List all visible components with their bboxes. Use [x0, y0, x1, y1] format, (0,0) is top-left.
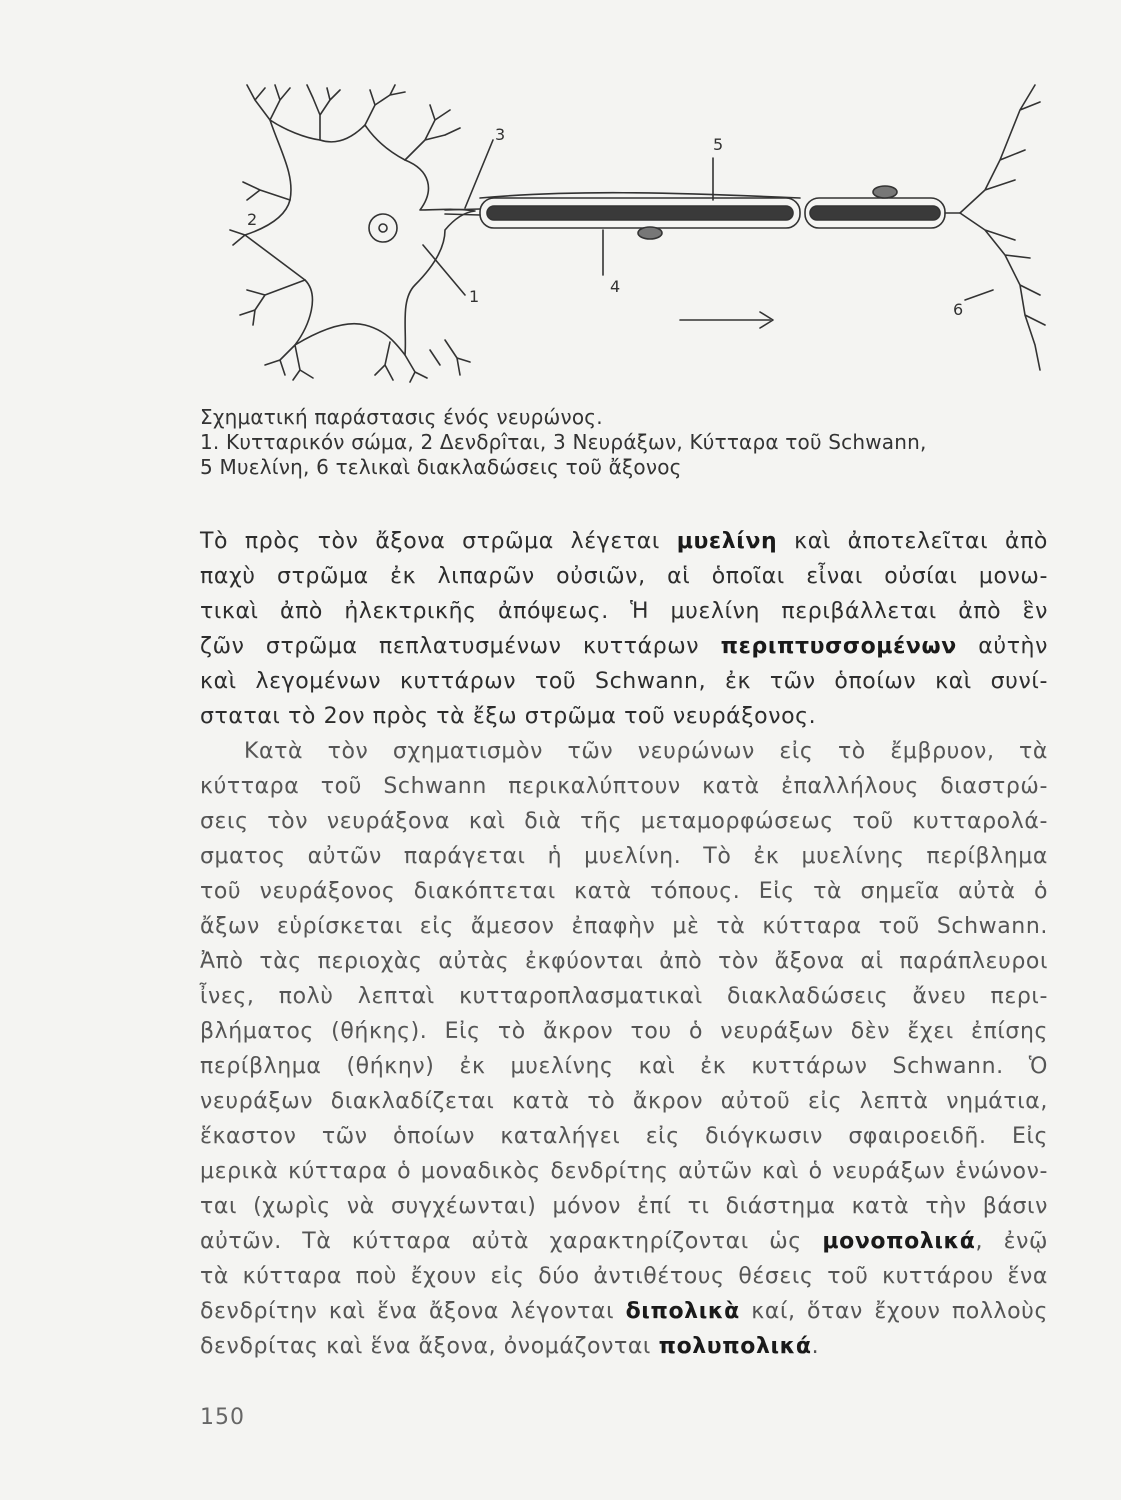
text-line	[200, 944, 1048, 979]
caption-line: 1. Κυτταρικόν σώμα, 2 Δενδρîται, 3 Νευράξων, Κύτταρα τοῦ Schwann,	[200, 430, 927, 454]
text-segment: ἄξων εὑρίσκεται εἰς ἄμεσον ἐπαφὴν μὲ τὰ κύτταρα τοῦ Schwann.	[200, 914, 1048, 939]
bold-term: μονοπολικά	[822, 1229, 976, 1254]
label-5: 5	[713, 135, 724, 154]
text-line	[200, 1294, 1048, 1329]
text-segment: τοῦ νευράξονος διακόπτεται κατὰ τόπους. Εἰς τὰ σημεῖα αὐτὰ ὁ	[200, 879, 1048, 904]
text-segment: μερικὰ κύτταρα ὁ μοναδικὸς δενδρίτης αὐτῶν καὶ ὁ νευράξων ἑνώνον-	[200, 1159, 1048, 1184]
text-segment: δενδρίτας καὶ ἕνα ἄξονα, ὀνομάζονται	[200, 1334, 659, 1359]
text-line	[200, 734, 1048, 769]
text-segment: ται (χωρὶς νὰ συγχέωνται) μόνον ἐπί τι διάστημα κατὰ τὴν βάσιν	[200, 1194, 1048, 1219]
text-line	[200, 559, 1048, 594]
caption-title: Σχηματική παράστασις ένός νευρώνος.	[200, 405, 603, 429]
text-segment: βλήματος (θήκης). Εἰς τὸ ἄκρον του ὁ νευράξων δὲν ἔχει ἐπίσης	[200, 1019, 1048, 1044]
neuron-diagram	[225, 80, 1055, 385]
text-line	[200, 1224, 1048, 1259]
text-segment: αὐτῶν. Τὰ κύτταρα αὐτὰ χαρακτηρίζονται ὡς	[200, 1229, 823, 1254]
text-segment: σταται τὸ 2ον πρὸς τὰ ἔξω στρῶμα τοῦ νευράξονος.	[200, 704, 817, 729]
paragraph-2	[200, 734, 1048, 1364]
text-segment: παχὺ στρῶμα ἐκ λιπαρῶν οὐσιῶν, αἱ ὁποῖαι εἶναι οὐσίαι μονω-	[200, 564, 1048, 589]
text-line	[200, 1119, 1048, 1154]
text-segment: καὶ λεγομένων κυττάρων τοῦ Schwann, ἐκ τῶν ὁποίων καὶ συνί-	[200, 669, 1048, 694]
text-segment: τικαὶ ἀπὸ ἠλεκτρικῆς ἀπόψεως. Ἡ μυελίνη περιβάλλεται ἀπὸ ἓν	[200, 599, 1048, 624]
text-line	[200, 839, 1048, 874]
nucleus	[369, 214, 397, 242]
text-segment: Τὸ πρὸς τὸν ἄξονα στρῶμα λέγεται	[200, 529, 677, 554]
text-line	[200, 594, 1048, 629]
bold-term: μυελίνη	[676, 529, 778, 554]
text-line	[200, 804, 1048, 839]
text-segment: δενδρίτην καὶ ἕνα ἄξονα λέγονται	[200, 1299, 626, 1324]
text-line	[200, 874, 1048, 909]
text-line	[200, 699, 1048, 734]
text-segment: κύτταρα τοῦ Schwann περικαλύπτουν κατὰ ἐπαλλήλους διαστρώ-	[200, 774, 1048, 799]
cell-body	[245, 120, 475, 355]
text-segment: ἕκαστον τῶν ὁποίων καταλήγει εἰς διόγκωσιν σφαιροειδῆ. Εἰς	[200, 1124, 1048, 1149]
text-line	[200, 979, 1048, 1014]
text-segment: Κατὰ τὸν σχηματισμὸν τῶν νευρώνων εἰς τὸ ἔμβρυον, τὰ	[244, 739, 1048, 764]
label-3: 3	[495, 125, 506, 144]
text-line	[200, 769, 1048, 804]
text-segment: Ἀπὸ τὰς περιοχὰς αὐτὰς ἐκφύονται ἀπὸ τὸν ἄξονα αἱ παράπλευροι	[200, 949, 1048, 974]
text-line	[200, 909, 1048, 944]
text-line	[200, 524, 1048, 559]
paragraph-1	[200, 524, 1048, 734]
figure-caption	[200, 405, 1050, 480]
text-line	[200, 1189, 1048, 1224]
caption-line: 5 Μυελίνη, 6 τελικαὶ διακλαδώσεις τοῦ ἄξονος	[200, 455, 682, 479]
bold-term: πολυπολικά	[658, 1334, 812, 1359]
neuron-figure	[225, 80, 1055, 385]
body-text	[200, 524, 1048, 1364]
text-line	[200, 1084, 1048, 1119]
text-segment: νευράξων διακλαδίζεται κατὰ τὸ ἄκρον αὐτοῦ εἰς λεπτὰ νημάτια,	[200, 1089, 1048, 1114]
text-segment: καὶ ἀποτελεῖται ἀπὸ	[777, 529, 1048, 554]
text-line	[200, 1259, 1048, 1294]
text-line	[200, 1014, 1048, 1049]
text-segment: ἶνες, πολὺ λεπταὶ κυτταροπλασματικαὶ διακλαδώσεις ἄνευ περι-	[200, 984, 1048, 1009]
label-2: 2	[247, 210, 258, 229]
text-segment: , ἐνῷ	[975, 1229, 1048, 1254]
bold-term: διπολικὰ	[625, 1299, 740, 1324]
label-6: 6	[953, 300, 964, 319]
text-segment: .	[811, 1334, 820, 1359]
text-segment: ζῶν στρῶμα πεπλατυσμένων κυττάρων	[200, 634, 721, 659]
text-segment: περίβλημα (θήκην) ἐκ μυελίνης καὶ ἐκ κυττάρων Schwann. Ὁ	[200, 1054, 1048, 1079]
text-line	[200, 629, 1048, 664]
page-number: 150	[200, 1405, 245, 1430]
label-4: 4	[610, 277, 621, 296]
text-line	[200, 1154, 1048, 1189]
text-line	[200, 664, 1048, 699]
label-1: 1	[469, 287, 480, 306]
text-line	[200, 1049, 1048, 1084]
text-segment: καί, ὅταν ἔχουν πολλοὺς	[739, 1299, 1048, 1324]
text-segment: σεις τὸν νευράξονα καὶ διὰ τῆς μεταμορφώσεως τοῦ κυτταρολά-	[200, 809, 1048, 834]
text-segment: τὰ κύτταρα ποὺ ἔχουν εἰς δύο ἀντιθέτους θέσεις τοῦ κυττάρου ἕνα	[200, 1264, 1048, 1289]
text-line	[200, 1329, 1048, 1364]
text-segment: σματος αὐτῶν παράγεται ἡ μυελίνη. Τὸ ἐκ μυελίνης περίβλημα	[200, 844, 1048, 869]
text-segment: αὐτὴν	[956, 634, 1048, 659]
bold-term: περιπτυσσομένων	[720, 634, 957, 659]
